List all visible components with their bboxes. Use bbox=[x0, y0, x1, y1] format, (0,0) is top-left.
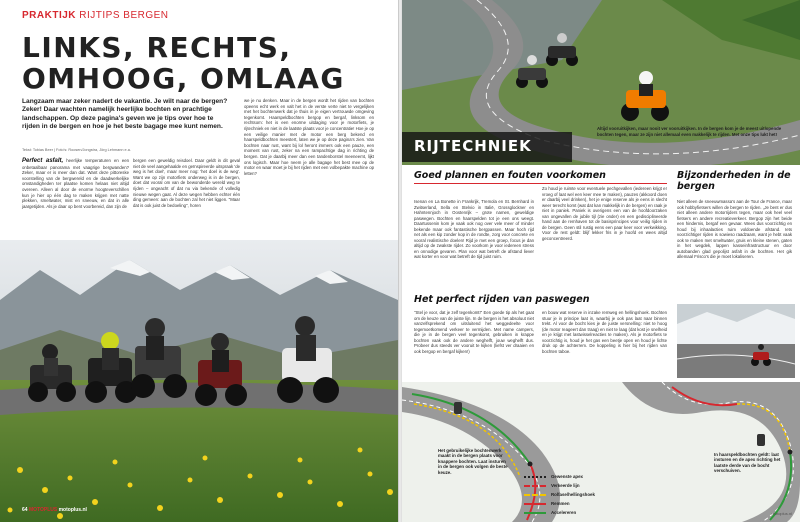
paswegen-column-1: "Stel je voor, dat je zelf tegenkomt!" Een goede tip als het gaat om de keuze van de juiste lijn. In de bergen is het absoluut niet vanzelfsprekend om uitsluitend het weggedeelte voor tegemoetkomend verkeer te vermijden. Met name campers, die je in de bergen veel tegenkomt, gebruiken in krappe bochten vaak ook de andere weghelft, jouw weghelft dus. Probeer dus steeds ver vooruit te kijken (liefst ver draaien en ook bergop en bergaf kijken!) bbox=[414, 310, 534, 354]
magazine-site: motoplus.nl bbox=[58, 507, 87, 513]
article-title: LINKS, RECHTS, OMHOOG, OMLAAG bbox=[22, 31, 345, 95]
legend-label: Remmen bbox=[551, 501, 570, 506]
heading-rule bbox=[414, 183, 667, 184]
article-lead: Langzaam maar zeker nadert de vakantie. Je wilt naar de bergen? Zeker! Daar wachten namelijk heerlijke bochten en prachtige landschappen. Op deze pagina's geven we je tips over hoe te rijden in de bergen en hoe je het beste bagage mee kunt nemen. bbox=[22, 98, 228, 130]
heading-bijzonderheden: Bijzonderheden in de bergen bbox=[677, 170, 791, 192]
kicker-topic: RIJTIPS BERGEN bbox=[79, 10, 169, 21]
photo-caption: Altijd vooruitkijken, maar nooit ver vooruitkijken. In de bergen kom je de meest uitlopende bochten tegen, maar ze zijn niet allemaal even makkelijk te rijden. Met onze tips lukt het! bbox=[597, 126, 782, 137]
section-label-text: RIJTECHNIEK bbox=[414, 137, 532, 155]
legend-swatch-accelerating bbox=[524, 512, 546, 514]
bijzonderheden-column: Niet alleen de sneeuwmassa's aan de Tour de France, maar ook hobbyfietsers willen de bergen te rijden. „Je bent er dus niet alleen andere motorrijders tegen, maar ook heel veel fietsers en andere recreatieverkeer. Bergop zijn het beide een hindernis, bergaf een gevaar. Wees dus voorzichtig en houd bij inhaalacties ruim voldoende afstand. Iets voorzichtiger rijden is sowieso raadzaam, want je hebt vaak ook te maken met smeltwater, gruis en kleine stenen, gaten in het wegdek, lappen kasseinfrastructuur en door autobanden glad gepolijst asfalt in de bochten. Het gik allemaal Frisco's die je moet lokaliseren. bbox=[677, 199, 792, 259]
legend-swatch-wrong-line bbox=[524, 485, 546, 487]
legend-swatch-roll bbox=[524, 494, 546, 496]
body-column-2: bergen een geweldig reisdoel. Daar geldt in dit geval niet de veel aangehaalde en geïnspireerde uitspraak 'de weg is het doel', maar meer nog: 'het doel is de weg'. Want we op zijn motorfiets onderweg is in de bergen, doet dat vooral om van de bewonderde wereld weg te rijden – ongeacht of dat nu via bekende of volledig nieuwe wegen gaat. Al deze wegen hebben echter één ding gemeen: aan de bochten zal het niet liggen. "Maar dat is ook juist de bedoeling", horen bbox=[133, 158, 240, 208]
legend-label: Verkeerde lijn bbox=[551, 483, 580, 488]
page-footer-right: motoplus.nl bbox=[771, 511, 792, 516]
legend-swatch-apex bbox=[524, 476, 546, 478]
cornering-diagram bbox=[402, 382, 800, 522]
body-column-3: we je nu denken. Maar in de bergen wordt het rijden van bochten opeens echt werk en valt het in de verste verte niet te vergelijken met het bochtenwerk dat je thuis in je eigen vertrouwde omgeving tegenkomt. Haarspeldbochten bergop en bergaf, linksom en rechtsom: het is een enorme uitdaging voor je motorfiets, je rijtechniek en niet in de laatste plaats voor je concentratie! Hoe je op een veilige manier met de motor een berg bekend en haarspeldbochten meestert, laten we je op deze pagina's zien. Van bochten naar rust, want bij lol heront immers ook een pauze, een moment van rust, zeker na een rampachtige dag in richting de bergen. Dat je daarbij meer dan een tandenborstel meeneemt, lijkt ons logisch. Maar hoe neem je alle bagage het best mee op de motor en waar moet je bij het rijden met een volbepakte machine op letten? bbox=[244, 98, 374, 176]
legend-label: Rolfase/hellingshoek bbox=[551, 492, 595, 497]
kicker-section: PRAKTIJK bbox=[22, 10, 77, 21]
diagram-legend bbox=[524, 472, 595, 517]
kicker bbox=[22, 10, 169, 21]
body-column-1-text: heerlijke temperaturen en een onbetaalbaar panorama met vaagrige bergwanden? Zeker, maar er is meer dan dat. Want deze pittoreske voorstelling van de bergwereld en de daadwerkelijke omstandigheden ter plaatse komen helaas niet altijd overeen. Alleen al door de enorme hoogteverschillen kun je hier op één dag te maken krijgen met natte plekken, smeltwater, mist en sneeuw, en dat in alle jaargetijden. Als je daar op bent voorbereid, dan zijn de bbox=[22, 158, 129, 209]
legend-swatch-braking bbox=[524, 503, 546, 505]
section-label bbox=[402, 132, 572, 162]
page-footer-left bbox=[22, 507, 87, 513]
right-page bbox=[402, 0, 800, 522]
legend-label: Accelereren bbox=[551, 510, 577, 515]
legend-item bbox=[524, 490, 595, 499]
legend-item bbox=[524, 499, 595, 508]
heading-paswegen: Het perfect rijden van paswegen bbox=[414, 294, 590, 305]
lead-in: Perfect asfalt, bbox=[22, 158, 64, 164]
snowy-pass-photo bbox=[677, 304, 795, 378]
planning-column-1: Isenan en La Bonette in Frankrijk, Tremola en St. Bernhard in Zwitserland, Sella en Stelvio in Italië, Grossglockner en Hahntennjoch in Oostenrijk – grote namen, geweldige paswegen. Bochten en haarspelden tot je een ons weegt. Daartussenin kom je vaak ook nog over vele meer of minder bekende maar ook fantastische bergpassen. Maar hoch rijd net als een kip zonder kop in de rondte, zorg voor concrete en vooral realistische doelen! Rijd je met een groep, focus je dan altijd op de zwakste rijder. Zo voorkom je voor iedereen stress en onnodige gevaren. Plan voor wat betreft de afstand liever wat korter en voor wat betreft de tijd juist ruim. bbox=[414, 199, 534, 259]
magazine-name: MOTOPLUS bbox=[28, 507, 58, 513]
body-column-1 bbox=[22, 158, 129, 209]
photo-credit: Tekst: Tobias Beer | Foto's: Roosen/Jongstra, Jörg Lehmann e.a. bbox=[22, 148, 131, 152]
paswegen-column-2: en bouw wat reserve in inzake remweg en hellingshoek. Bochten stuur je in principe laat in, waarbij je ook pas laat naar binnen trekt. Al voor de bocht kies je de juiste versnelling: niet te hoog (de motor reageert dan traag) en niet te laag (dat kost je snelheid en je krijgt met lastwisselreacties te maken). Als je motorfiets te voorzichtig is, houd je het gas een beetje open en houd je lichte druk op de achterrem. De koppeling is hier bij het rijden van bochten taboe. bbox=[542, 310, 667, 354]
legend-item bbox=[524, 508, 595, 517]
legend-item bbox=[524, 481, 595, 490]
page-number: 64 bbox=[22, 507, 28, 513]
snowy-pass-illustration bbox=[677, 304, 795, 378]
mountain-riders-illustration bbox=[0, 240, 398, 522]
legend-item bbox=[524, 472, 595, 481]
heading-planning: Goed plannen en fouten voorkomen bbox=[414, 170, 606, 181]
legend-label: Gewenste apex bbox=[551, 474, 583, 479]
callout-left: Het gebruikelijke bochtenwerk maakt in de bergen plaats voor knappere bochten. Laat insturen in de bergen ook volgen de beste keuze. bbox=[438, 448, 508, 475]
callout-right: In haarspeldbochten geldt: laat insturen en de apex richting het laatste derde van de bocht verschuiven. bbox=[714, 452, 781, 474]
motorcycle-group-photo bbox=[0, 240, 398, 522]
planning-column-2: Zo houd je ruimte voor eventuele pechgevallen (iedereen krijgt er vroeg of laat wel een keer mee te maken), pauzes (akkoord doen er daarbij veel drinken), het je enige reserve als je eens in slecht weer terecht komt (wat dat kan makkelijk in de bergen) en raak je niet in paniek. Paniek is overigens een van de hoofdoorzaken van ongevallen de jubile tijl (zie onder) en een gedisciplineerde hand aan de remhaven tot de basisprincipes voor veilig rijden in de bergen. Geen stil rustig eens een paar keer voor verkwikking. Voor de rest geldt: blijf lekker fris in je hoofd en wees altijd geconcentreerd. bbox=[542, 186, 667, 241]
left-page bbox=[0, 0, 398, 522]
